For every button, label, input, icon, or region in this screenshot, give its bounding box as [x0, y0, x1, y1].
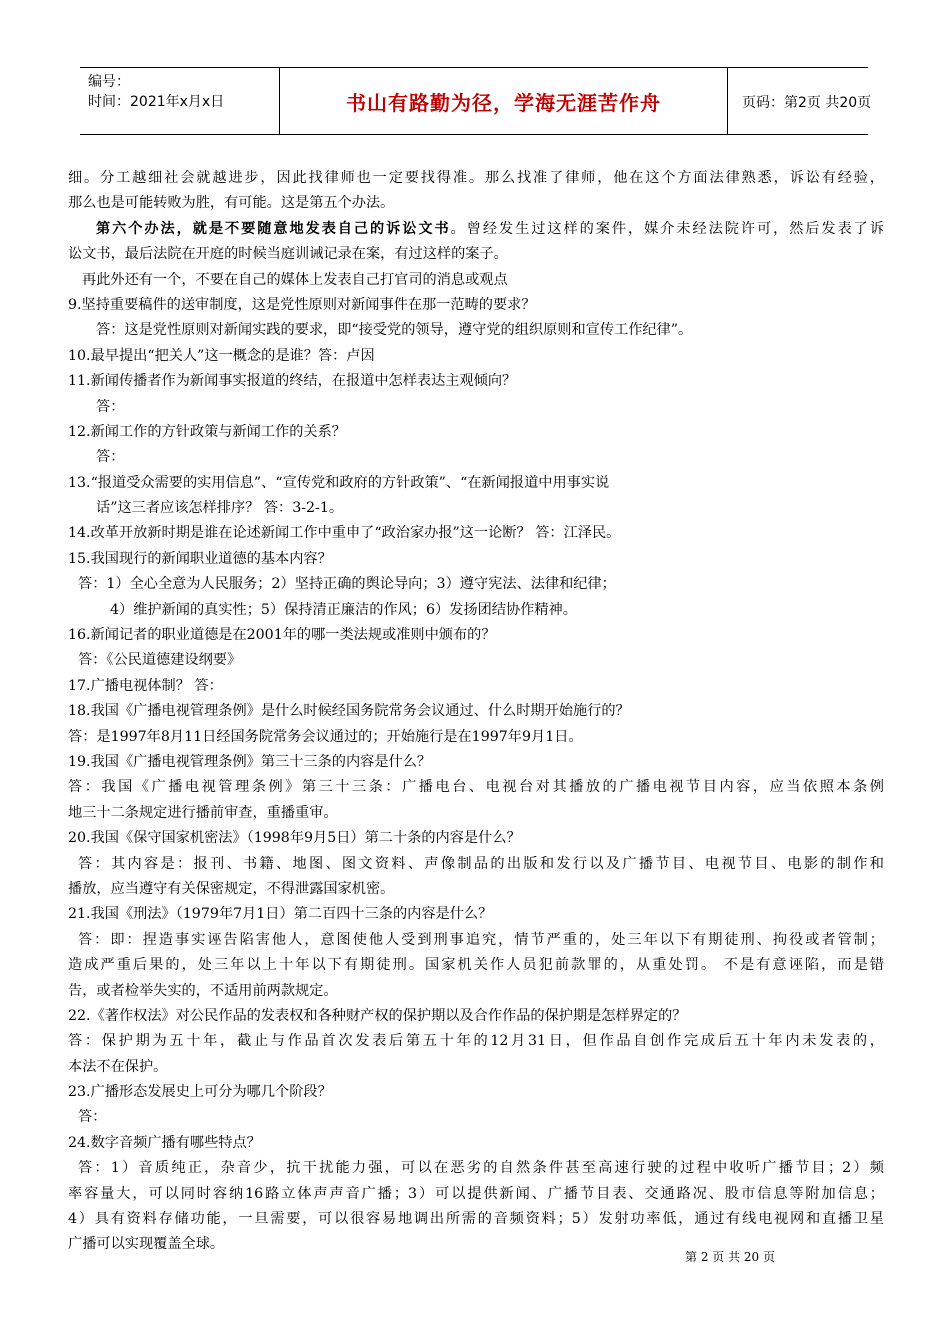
line-text: 答：即：捏造事实诬告陷害他人，意图使他人受到刑事追究，情节严重的，处三年以下有期徒刑、拘役或者管制； — [78, 931, 884, 948]
text-line — [68, 471, 884, 496]
line-text: 答：《公民道德建设纲要》 — [78, 652, 242, 669]
line-text: 答：这是党性原则对新闻实践的要求，即“接受党的领导，遵守党的组织原则和宣传工作纪律”。 — [96, 322, 693, 339]
line-text: 答：其内容是：报刊、书籍、地图、图文资料、声像制品的出版和发行以及广播节目、电视节目、电影的制作和 — [78, 855, 884, 872]
line-text: 15.我国现行的新闻职业道德的基本内容？ — [68, 550, 332, 567]
text-line — [68, 344, 884, 369]
text-line — [68, 699, 884, 724]
line-text: 19.我国《广播电视管理条例》第三十三条的内容是什么？ — [68, 753, 432, 770]
line-text: 21.我国《刑法》（1979年7月1日）第二百四十三条的内容是什么？ — [68, 906, 493, 923]
text-line — [68, 445, 884, 470]
line-text: 4）具有资料存储功能，一旦需要，可以很容易地调出所需的音频资料；5）发射功率低，通过有线电视网和直播卫星 — [68, 1211, 884, 1228]
line-text: 播放，应当遵守有关保密规定，不得泄露国家机密。 — [68, 880, 395, 897]
text-line — [68, 395, 884, 420]
line-text: 告，或者检举失实的，不适用前两款规定。 — [68, 982, 338, 999]
text-line — [68, 1182, 884, 1207]
text-line — [68, 496, 884, 521]
line-text: 20.我国《保守国家机密法》（1998年9月5日）第二十条的内容是什么？ — [68, 830, 521, 847]
text-line — [68, 826, 884, 851]
text-line — [68, 572, 884, 597]
line-text: 地三十二条规定进行播前审查，重播重审。 — [68, 804, 338, 821]
time-label: 时间：2021年x月x日 — [88, 94, 225, 110]
text-line — [68, 598, 884, 623]
line-text: 10.最早提出“把关人”这一概念的是谁？答：卢因 — [68, 347, 375, 364]
line-text: 答： — [96, 449, 125, 466]
text-line — [68, 420, 884, 445]
line-text: 答：1）音质纯正，杂音少，抗干扰能力强，可以在恶劣的自然条件甚至高速行驶的过程中收听广播节目；2）频 — [78, 1160, 884, 1177]
line-text: 9.坚持重要稿件的送审制度，这是党性原则对新闻事件在那一范畴的要求？ — [68, 296, 536, 313]
text-line — [68, 648, 884, 673]
line-text: 14.改革开放新时期是谁在论述新闻工作中重申了“政治家办报”这一论断？ 答：江泽民。 — [68, 525, 621, 542]
line-text: 22.《著作权法》对公民作品的发表权和各种财产权的保护期以及合作作品的保护期是怎样界定的？ — [68, 1007, 687, 1024]
line-text: 答： — [78, 1109, 107, 1126]
text-line — [68, 674, 884, 699]
text-line — [68, 268, 884, 293]
text-line — [68, 217, 884, 242]
line-text: 17.广播电视体制？ 答： — [68, 677, 223, 694]
text-line — [68, 1156, 884, 1181]
text-line — [68, 293, 884, 318]
line-text: 广播可以实现覆盖全球。 — [68, 1236, 225, 1253]
document-body — [68, 166, 884, 1258]
document-header — [80, 67, 872, 135]
line-text: 细。分工越细社会就越进步，因此找律师也一定要找得准。那么找准了律师，他在这个方面法律熟悉，诉讼有经验， — [68, 170, 884, 186]
text-line — [68, 801, 884, 826]
text-line — [68, 725, 884, 750]
line-text: 4）维护新闻的真实性；5）保持清正廉洁的作风；6）发扬团结协作精神。 — [110, 601, 577, 618]
text-line — [68, 877, 884, 902]
header-meta-cell — [80, 68, 280, 134]
text-line — [68, 928, 884, 953]
line-text: 答：保护期为五十年，截止与作品首次发表后第五十年的12月31日，但作品自创作完成后五十年内未发表的， — [68, 1033, 884, 1050]
text-line — [68, 521, 884, 546]
page-indicator: 页码：第2页 共20页 — [742, 95, 872, 111]
text-line — [68, 775, 884, 800]
text-line — [68, 902, 884, 927]
text-line — [68, 318, 884, 343]
line-text: 讼文书，最后法院在开庭的时候当庭训诫记录在案，有过这样的案子。 — [68, 246, 508, 263]
line-text: 再此外还有一个，不要在自己的媒体上发表自己打官司的消息或观点 — [82, 271, 508, 288]
line-text: 16.新闻记者的职业道德是在2001年的哪一类法规或准则中颁布的？ — [68, 627, 496, 644]
line-text: 造成严重后果的，处三年以上十年以下有期徒刑。国家机关作人员犯前款罪的，从重处罚。 不是有意诬陷，而是错 — [68, 957, 884, 974]
line-text: 那么也是可能转败为胜，有可能。这是第五个办法。 — [68, 195, 395, 212]
text-line — [68, 547, 884, 572]
text-line — [68, 242, 884, 267]
number-label: 编号： — [88, 74, 130, 90]
text-line — [68, 953, 884, 978]
text-line — [68, 1080, 884, 1105]
text-line — [68, 166, 884, 191]
line-text: 答： — [96, 398, 125, 415]
motto: 书山有路勤为径，学海无涯苦作舟 — [346, 91, 661, 115]
line-text: 率容量大，可以同时容纳16路立体声声音广播；3）可以提供新闻、广播节目表、交通路况、股市信息等附加信息； — [68, 1185, 884, 1202]
line-text: 答：是1997年8月11日经国务院常务会议通过的；开始施行是在1997年9月1日。 — [68, 728, 583, 745]
line-text: 答：1）全心全意为人民服务；2）坚持正确的舆论导向；3）遵守宪法、法律和纪律； — [78, 576, 616, 593]
text-line — [68, 191, 884, 216]
text-line — [68, 1207, 884, 1232]
text-line — [68, 1029, 884, 1054]
bold-text: 第六个办法，就是不要随意地发表自己的诉讼文书 — [96, 220, 451, 237]
page-footer: 第 2 页 共 20 页 — [685, 1250, 775, 1264]
line-text: 。曾经发生过这样的案件，媒介未经法院许可，然后发表了诉 — [450, 220, 884, 237]
text-line — [68, 1105, 884, 1130]
text-line — [68, 369, 884, 394]
text-line — [68, 852, 884, 877]
line-text: 24.数字音频广播有哪些特点？ — [68, 1134, 261, 1151]
text-line — [68, 1131, 884, 1156]
line-text: 13.“报道受众需要的实用信息”、“宣传党和政府的方针政策”、“在新闻报道中用事实说 — [68, 474, 610, 491]
line-text: 18.我国《广播电视管理条例》是什么时候经国务院常务会议通过、什么时期开始施行的？ — [68, 703, 630, 720]
header-page-cell — [728, 68, 872, 134]
header-motto-cell — [280, 68, 728, 134]
text-line — [68, 1055, 884, 1080]
text-line — [68, 1004, 884, 1029]
text-line — [68, 750, 884, 775]
line-text: 本法不在保护。 — [68, 1058, 168, 1075]
line-text: 12.新闻工作的方针政策与新闻工作的关系？ — [68, 423, 346, 440]
text-line — [68, 979, 884, 1004]
line-text: 话”这三者应该怎样排序？ 答：3-2-1。 — [96, 500, 344, 517]
line-text: 答：我国《广播电视管理条例》第三十三条：广播电台、电视台对其播放的广播电视节目内容，应当依照本条例 — [68, 779, 884, 796]
line-text: 11.新闻传播者作为新闻事实报道的终结，在报道中怎样表达主观倾向？ — [68, 373, 517, 390]
line-text: 23.广播形态发展史上可分为哪几个阶段？ — [68, 1084, 332, 1101]
text-line — [68, 623, 884, 648]
